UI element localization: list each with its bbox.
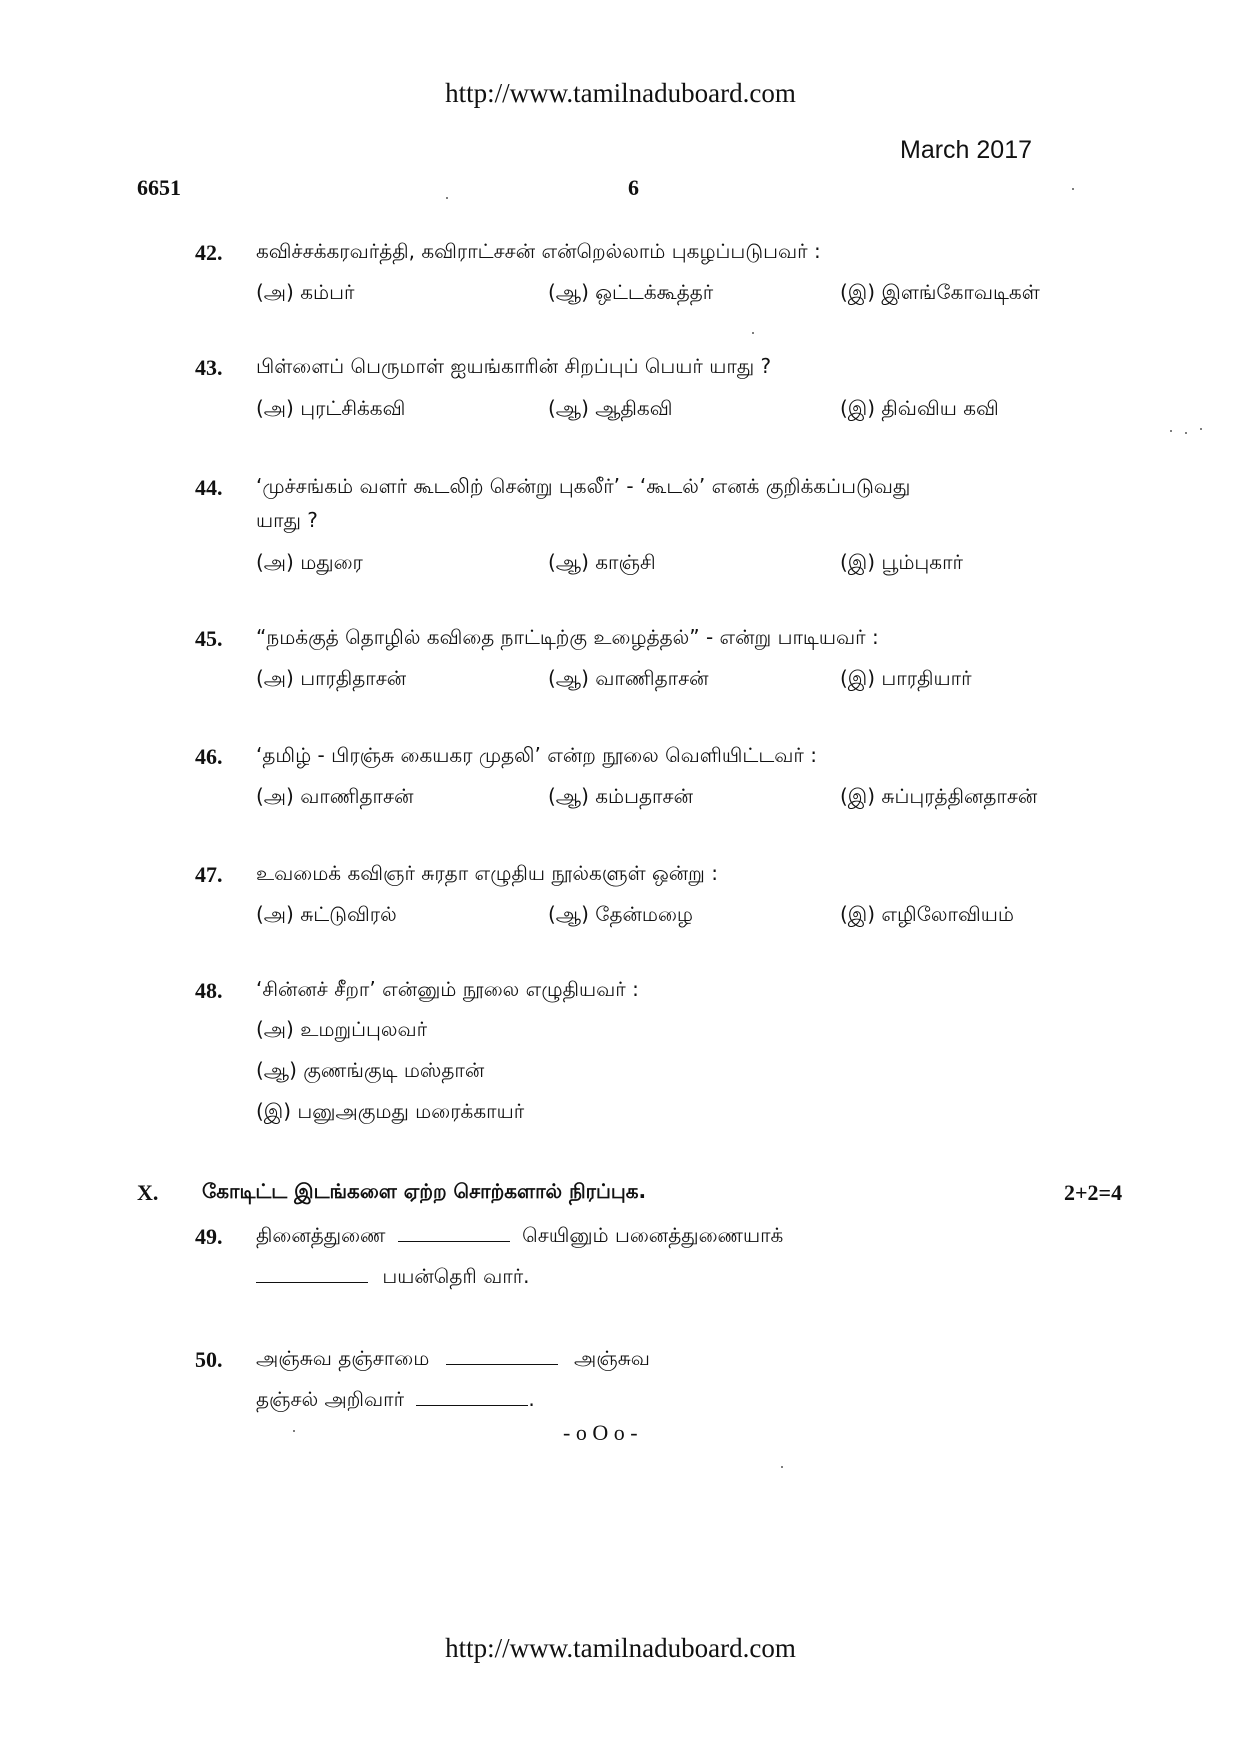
option-a: (அ) புரட்சிக்கவி <box>256 396 406 420</box>
option-a: (அ) கம்பர் <box>256 280 355 304</box>
option-c: (இ) திவ்விய கவி <box>840 396 999 420</box>
scan-speck <box>781 1466 783 1468</box>
option-b: (ஆ) கம்பதாசன் <box>548 784 693 808</box>
option-b: (ஆ) குணங்குடி மஸ்தான் <box>256 1058 485 1082</box>
page-number: 6 <box>628 175 639 200</box>
url-top: http://www.tamilnaduboard.com <box>445 78 796 108</box>
fill-line-1 <box>256 1346 650 1373</box>
fill-text: செயினும் பனைத்துணையாக் <box>522 1223 784 1247</box>
section-marks: 2+2=4 <box>1064 1180 1123 1205</box>
question-number: 48. <box>195 978 223 1003</box>
fill-text: தினைத்துணை <box>256 1223 386 1247</box>
option-a: (அ) பாரதிதாசன் <box>256 666 407 690</box>
option-b: (ஆ) ஆதிகவி <box>548 396 673 420</box>
exam-date: March 2017 <box>900 136 1033 164</box>
question-text: ‘சின்னச் சீறா’ என்னும் நூலை எழுதியவர் : <box>256 977 639 1001</box>
fill-line-1 <box>256 1223 783 1250</box>
fill-line-2 <box>256 1387 535 1414</box>
fill-text: அஞ்சுவ தஞ்சாமை <box>256 1346 430 1370</box>
option-a: (அ) உமறுப்புலவர் <box>256 1017 428 1041</box>
fill-blank <box>398 1240 510 1242</box>
question-number: 43. <box>195 355 223 380</box>
scan-speck <box>446 197 448 199</box>
scan-speck <box>293 1430 295 1432</box>
option-a: (அ) வாணிதாசன் <box>256 784 414 808</box>
end-mark: - o O o - <box>563 1420 638 1445</box>
url-bottom: http://www.tamilnaduboard.com <box>445 1633 796 1663</box>
scan-speck <box>1170 430 1172 432</box>
question-number: 50. <box>195 1347 223 1372</box>
section-roman: X. <box>137 1180 159 1205</box>
fill-blank <box>256 1281 368 1283</box>
question-text: உவமைக் கவிஞர் சுரதா எழுதிய நூல்களுள் ஒன்று : <box>256 861 718 885</box>
fill-text: அஞ்சுவ <box>574 1346 650 1370</box>
fill-text: . <box>528 1387 535 1411</box>
question-text: “நமக்குத் தொழில் கவிதை நாட்டிற்கு உழைத்தல்” - என்று பாடியவர் : <box>256 625 879 649</box>
fill-text: தஞ்சல் அறிவார் <box>256 1387 405 1411</box>
question-number: 46. <box>195 744 223 769</box>
option-c: (இ) இளங்கோவடிகள் <box>840 280 1040 304</box>
option-b: (ஆ) வாணிதாசன் <box>548 666 709 690</box>
section-title: கோடிட்ட இடங்களை ஏற்ற சொற்களால் நிரப்புக. <box>202 1179 647 1203</box>
fill-blank <box>416 1404 528 1406</box>
question-number: 47. <box>195 862 223 887</box>
option-c: (இ) பனுஅகுமது மரைக்காயர் <box>256 1099 525 1123</box>
question-text-continued: யாது ? <box>256 508 318 532</box>
option-c: (இ) எழிலோவியம் <box>840 902 1014 926</box>
fill-line-2 <box>256 1264 530 1291</box>
question-text: பிள்ளைப் பெருமாள் ஐயங்காரின் சிறப்புப் பெயர் யாது ? <box>256 354 772 378</box>
option-a: (அ) சுட்டுவிரல் <box>256 902 397 926</box>
option-c: (இ) பூம்புகார் <box>840 550 963 574</box>
paper-code: 6651 <box>137 175 181 200</box>
question-text: கவிச்சக்கரவர்த்தி, கவிராட்சசன் என்றெல்லாம் புகழப்படுபவர் : <box>256 239 821 263</box>
option-c: (இ) பாரதியார் <box>840 666 972 690</box>
question-number: 45. <box>195 626 223 651</box>
option-b: (ஆ) தேன்மழை <box>548 902 693 926</box>
option-a: (அ) மதுரை <box>256 550 363 574</box>
scan-speck <box>1185 432 1187 434</box>
question-number: 44. <box>195 475 223 500</box>
question-number: 49. <box>195 1224 223 1249</box>
fill-blank <box>446 1363 558 1365</box>
option-c: (இ) சுப்புரத்தினதாசன் <box>840 784 1038 808</box>
question-number: 42. <box>195 240 223 265</box>
option-b: (ஆ) ஒட்டக்கூத்தர் <box>548 280 714 304</box>
scan-speck <box>1072 188 1074 190</box>
question-text: ‘முச்சங்கம் வளர் கூடலிற் சென்று புகலீர்’ - ‘கூடல்’ எனக் குறிக்கப்படுவது <box>256 474 911 498</box>
question-text: ‘தமிழ் - பிரஞ்சு கையகர முதலி’ என்ற நூலை வெளியிட்டவர் : <box>256 743 817 767</box>
scan-speck <box>752 332 754 334</box>
option-b: (ஆ) காஞ்சி <box>548 550 656 574</box>
fill-text: பயன்தெரி வார். <box>382 1264 530 1288</box>
scan-speck <box>1200 428 1202 430</box>
